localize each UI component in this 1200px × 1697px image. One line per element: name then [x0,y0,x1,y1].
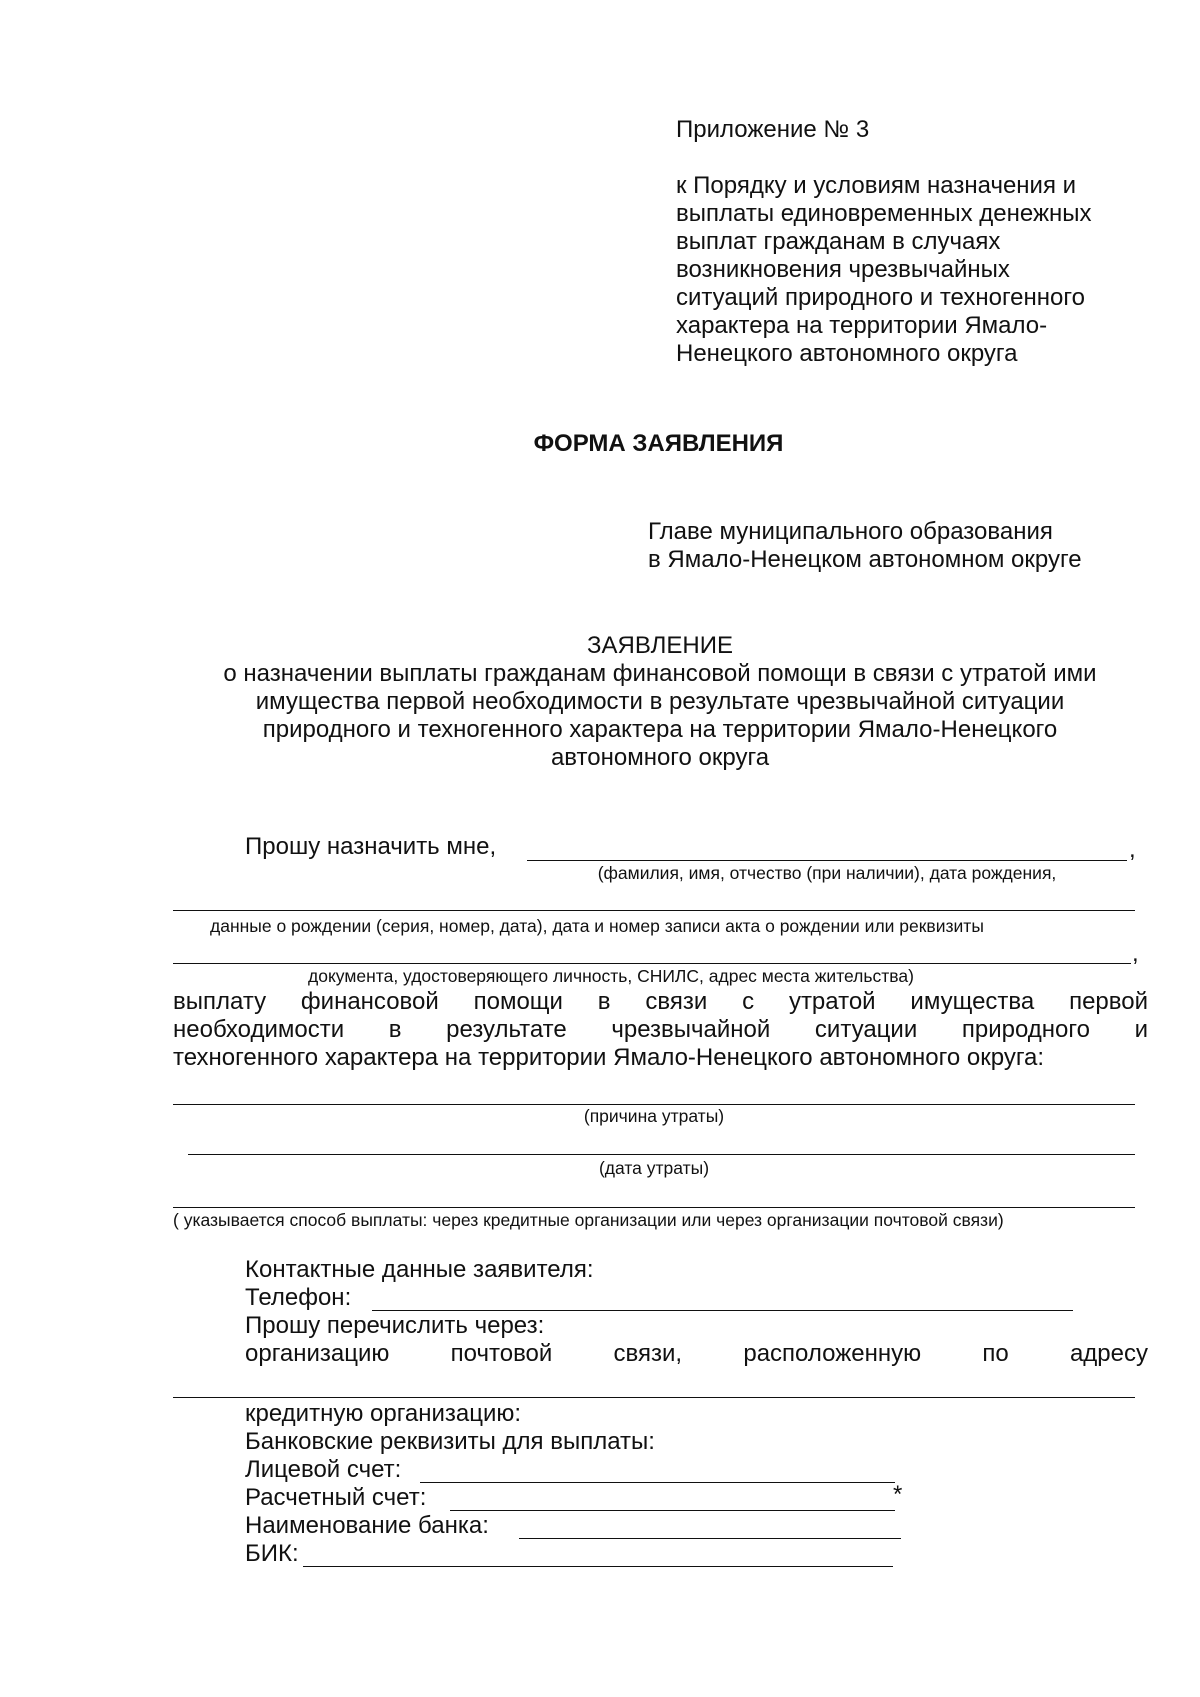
addressee-line: в Ямало-Ненецком автономном округе [648,546,1082,573]
addressee-line: Главе муниципального образования [648,518,1053,545]
personal-account-field-line[interactable] [420,1482,895,1483]
body-line: техногенного характера на территории Ямало-Ненецкого автономного округа: [173,1044,1045,1071]
form-title: ФОРМА ЗАЯВЛЕНИЯ [533,430,784,457]
statement-subtitle-line: автономного округа [550,744,770,771]
appendix-number: Приложение № 3 [676,116,870,143]
hint-birth-data: данные о рождении (серия, номер, дата), дата и номер записи акта о рождении или реквизиты [210,916,984,936]
appendix-line: возникновения чрезвычайных [676,256,1010,283]
appendix-line: характера на территории Ямало- [676,312,1048,339]
hint-loss-reason: (причина утраты) [583,1106,725,1126]
appendix-line: выплаты единовременных денежных [676,200,1092,227]
identity-document-field-line[interactable] [173,963,1131,964]
postal-option-line: организацию почтовой связи, расположенную по адресу [245,1340,1148,1367]
asterisk: * [893,1481,903,1508]
appendix-line: выплат гражданам в случаях [676,228,1001,255]
settlement-account-field-line[interactable] [450,1510,895,1511]
postal-address-field-line[interactable] [173,1397,1135,1398]
statement-title: ЗАЯВЛЕНИЕ [587,632,733,659]
phone-label: Телефон: [245,1284,352,1311]
statement-subtitle-line: о назначении выплаты гражданам финансовой помощи в связи с утратой ими [223,660,1097,687]
hint-payment-method: ( указывается способ выплаты: через кредитные организации или через организации почтовой связи) [173,1210,1004,1230]
bik-field-line[interactable] [303,1566,893,1567]
full-name-field-line[interactable] [527,860,1127,861]
body-line: необходимости в результате чрезвычайной ситуации природного и [173,1016,1148,1043]
bank-name-label: Наименование банка: [245,1512,489,1539]
payment-method-field-line[interactable] [173,1207,1135,1208]
bank-name-field-line[interactable] [519,1538,901,1539]
contacts-heading: Контактные данные заявителя: [245,1256,594,1283]
statement-subtitle-line: имущества первой необходимости в результате чрезвычайной ситуации [255,688,1065,715]
comma: , [1132,940,1139,967]
settlement-account-label: Расчетный счет: [245,1484,427,1511]
bank-details-label: Банковские реквизиты для выплаты: [245,1428,655,1455]
transfer-label: Прошу перечислить через: [245,1312,545,1339]
hint-identity-document: документа, удостоверяющего личность, СНИЛС, адрес места жительства) [308,966,914,986]
loss-date-field-line[interactable] [188,1154,1135,1155]
hint-full-name: (фамилия, имя, отчество (при наличии), дата рождения, [597,863,1057,883]
appendix-line: Ненецкого автономного округа [676,340,1018,367]
appendix-line: ситуаций природного и техногенного [676,284,1085,311]
comma: , [1129,836,1136,863]
personal-account-label: Лицевой счет: [245,1456,402,1483]
birth-data-field-line[interactable] [173,910,1135,911]
body-line: выплату финансовой помощи в связи с утратой имущества первой [173,988,1148,1015]
request-lead: Прошу назначить мне, [245,833,497,860]
appendix-line: к Порядку и условиям назначения и [676,172,1077,199]
loss-reason-field-line[interactable] [173,1104,1135,1105]
phone-field-line[interactable] [372,1310,1073,1311]
statement-subtitle-line: природного и техногенного характера на территории Ямало-Ненецкого [262,716,1058,743]
credit-org-label: кредитную организацию: [245,1400,522,1427]
bik-label: БИК: [245,1540,299,1567]
hint-loss-date: (дата утраты) [598,1158,710,1178]
